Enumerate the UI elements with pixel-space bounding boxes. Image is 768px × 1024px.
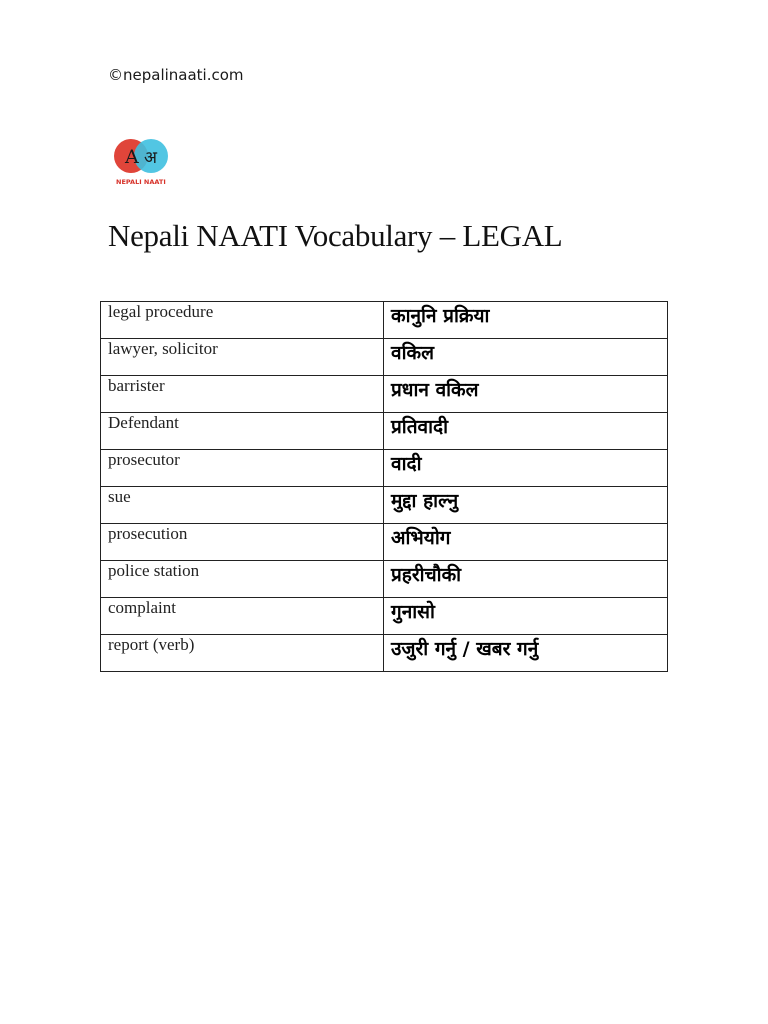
table-row — [101, 561, 668, 598]
table-row — [101, 487, 668, 524]
nepali-term: प्रधान वकिल — [384, 376, 668, 413]
english-term: complaint — [101, 598, 384, 635]
english-term: prosecution — [101, 524, 384, 561]
nepali-term: अभियोग — [384, 524, 668, 561]
nepali-term: कानुनि प्रक्रिया — [384, 302, 668, 339]
vocabulary-table — [100, 301, 668, 672]
table-row — [101, 524, 668, 561]
english-term: police station — [101, 561, 384, 598]
table-row — [101, 598, 668, 635]
svg-text:NEPALI NAATI: NEPALI NAATI — [116, 178, 166, 186]
table-row — [101, 302, 668, 339]
page-title: Nepali NAATI Vocabulary – LEGAL — [108, 218, 563, 253]
english-term: barrister — [101, 376, 384, 413]
english-term: legal procedure — [101, 302, 384, 339]
svg-text:अ: अ — [144, 148, 157, 168]
nepali-naati-logo — [113, 136, 173, 186]
table-row — [101, 339, 668, 376]
english-term: prosecutor — [101, 450, 384, 487]
nepali-term: प्रतिवादी — [384, 413, 668, 450]
nepali-term: गुनासो — [384, 598, 668, 635]
nepali-term: प्रहरीचौकी — [384, 561, 668, 598]
english-term: sue — [101, 487, 384, 524]
table-row — [101, 450, 668, 487]
copyright-text: ©nepalinaati.com — [108, 66, 244, 84]
nepali-term: मुद्दा हाल्नु — [384, 487, 668, 524]
table-row — [101, 376, 668, 413]
english-term: lawyer, solicitor — [101, 339, 384, 376]
svg-text:A: A — [125, 146, 139, 168]
table-row — [101, 413, 668, 450]
english-term: report (verb) — [101, 635, 384, 672]
nepali-term: उजुरी गर्नु / खबर गर्नु — [384, 635, 668, 672]
nepali-term: वादी — [384, 450, 668, 487]
table-row — [101, 635, 668, 672]
english-term: Defendant — [101, 413, 384, 450]
nepali-term: वकिल — [384, 339, 668, 376]
